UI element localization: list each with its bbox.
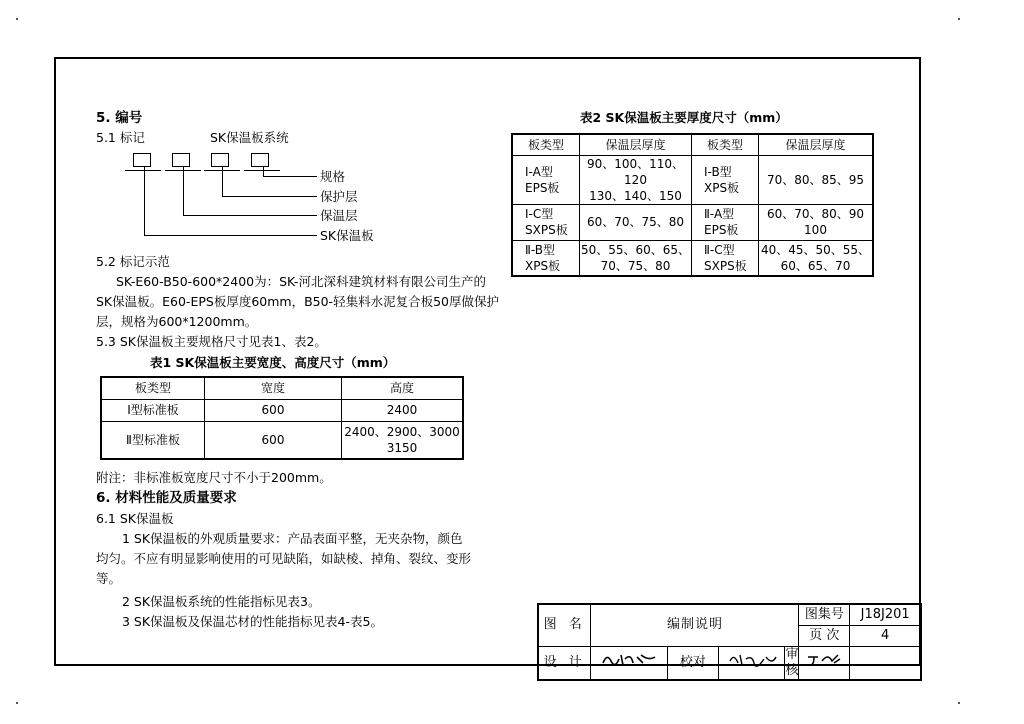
check-label: 校对 (668, 646, 718, 680)
review-signature (799, 646, 850, 680)
item1-line: 等。 (96, 571, 122, 586)
table2-cell: Ⅰ-B型 XPS板 (692, 155, 759, 204)
example-line: SK保温板。E60-EPS板厚度60mm，B50-轻集料水泥复合板50厚做保护 (96, 294, 499, 309)
table1-header: 高度 (342, 377, 464, 399)
item1-line: 1 SK保温板的外观质量要求：产品表面平整，无夹杂物，颜色 (122, 531, 463, 546)
table1-cell: 600 (205, 421, 342, 459)
atlas-value: J18J201 (850, 604, 921, 625)
check-signature (718, 646, 785, 680)
review-label: 审 核 (785, 646, 799, 678)
design-label: 设 计 (538, 646, 591, 680)
tuming-value: 编制说明 (591, 604, 799, 646)
table1-cell: 2400、2900、3000 3150 (342, 421, 464, 459)
table2-header: 板类型 (512, 134, 580, 155)
table1-cell: Ⅰ型标准板 (101, 399, 205, 421)
table2-title: 表2 SK保温板主要厚度尺寸（mm） (580, 110, 788, 125)
table2-header: 保温层厚度 (759, 134, 874, 155)
table2-cell: Ⅱ-B型 XPS板 (512, 240, 580, 276)
atlas-label: 图集号 (799, 604, 850, 625)
s61-label: 6.1 SK保温板 (96, 511, 174, 526)
corner-mark (958, 702, 960, 704)
legend-protect: 保护层 (320, 189, 358, 204)
table-row (512, 155, 873, 204)
table2-cell: 50、55、60、65、 70、75、80 (580, 240, 692, 276)
table-row (512, 204, 873, 240)
section5-heading: 5. 编号 (96, 110, 143, 126)
table1-title: 表1 SK保温板主要宽度、高度尺寸（mm） (150, 355, 396, 370)
corner-mark (16, 702, 18, 704)
table1-header: 宽度 (205, 377, 342, 399)
table-row (101, 421, 463, 459)
corner-mark (958, 18, 960, 20)
s51-label: 5.1 标记 (96, 130, 145, 145)
table2-cell: 70、80、85、95 (759, 155, 874, 204)
table1 (100, 376, 464, 460)
s53-text: 5.3 SK保温板主要规格尺寸见表1、表2。 (96, 334, 327, 349)
table2-header: 板类型 (692, 134, 759, 155)
table2-cell: Ⅱ-C型 SXPS板 (692, 240, 759, 276)
design-signature (591, 646, 668, 680)
mark-box (133, 153, 151, 167)
example-line: SK-E60-B50-600*2400为：SK-河北深科建筑材料有限公司生产的 (116, 274, 486, 289)
table1-cell: 600 (205, 399, 342, 421)
item2-text: 2 SK保温板系统的性能指标见表3。 (122, 594, 321, 609)
page-value: 4 (850, 625, 921, 646)
mark-box (211, 153, 229, 167)
table2-cell: 60、70、75、80 (580, 204, 692, 240)
table2-cell: Ⅰ-C型 SXPS板 (512, 204, 580, 240)
table1-note: 附注：非标准板宽度尺寸不小于200mm。 (96, 470, 332, 485)
table1-header: 板类型 (101, 377, 205, 399)
table1-cell: Ⅱ型标准板 (101, 421, 205, 459)
s52-label: 5.2 标记示范 (96, 254, 170, 269)
table2-cell: 90、100、110、120 130、140、150 (580, 155, 692, 204)
mark-box (172, 153, 190, 167)
table2-header: 保温层厚度 (580, 134, 692, 155)
table2 (511, 133, 874, 277)
legend-insulation: 保温层 (320, 208, 358, 223)
corner-mark (16, 18, 18, 20)
item1-line: 均匀。不应有明显影响使用的可见缺陷，如缺棱、掉角、裂纹、变形 (96, 551, 472, 566)
legend-board: SK保温板 (320, 228, 374, 243)
title-block (537, 603, 922, 681)
s51-system: SK保温板系统 (210, 130, 289, 145)
table-row (101, 399, 463, 421)
section6-heading: 6. 材料性能及质量要求 (96, 490, 237, 506)
table-row (512, 240, 873, 276)
mark-box (251, 153, 269, 167)
page-label: 页 次 (799, 625, 850, 646)
table2-cell: 60、70、80、90 100 (759, 204, 874, 240)
table2-cell: Ⅱ-A型 EPS板 (692, 204, 759, 240)
example-line: 层，规格为600*1200mm。 (96, 314, 258, 329)
item3-text: 3 SK保温板及保温芯材的性能指标见表4-表5。 (122, 614, 383, 629)
table2-cell: Ⅰ-A型 EPS板 (512, 155, 580, 204)
legend-spec: 规格 (320, 169, 346, 184)
tuming-label: 图 名 (538, 604, 591, 646)
table1-cell: 2400 (342, 399, 464, 421)
table2-cell: 40、45、50、55、 60、65、70 (759, 240, 874, 276)
